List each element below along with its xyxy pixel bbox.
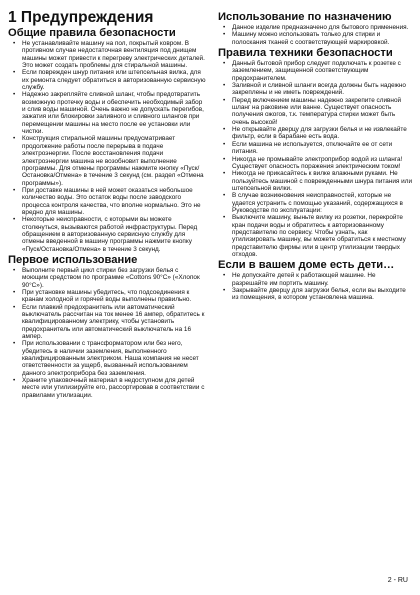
list-item: • Не допускайте детей к работающей машине. Не разрешайте им портить машину.	[218, 272, 412, 287]
list-item: • Данный бытовой прибор следует подключать к розетке с заземлением, защищенной соответствующим предохранителем.	[218, 60, 412, 82]
list-item: • Никогда не прикасайтесь к вилке влажными руками. Не пользуйтесь машиной с поврежденными шнура питания или штепсельной вилки.	[218, 170, 412, 192]
list-item: • Машину можно использовать только для стирки и полоскания тканей с соответствующей маркировкой.	[218, 31, 412, 46]
children-list	[218, 272, 412, 301]
list-item: • Выключите машину, выньте вилку из розетки, перекройте кран подачи воды и обратитесь к авторизованному представителю по сервису. Чтобы узнать, как утилизировать машину, вы можете обратиться к местному представителю фирмы или в центр утилизации твердых отходов.	[218, 214, 412, 258]
page-number: 2 - RU	[387, 577, 408, 584]
list-item: • Надежно закрепляйте сливной шланг, чтобы предотвратить возможную протечку воды и обеспечить необходимый забор и слив воды машиной. Очень важно не допускать перегибов, зажатия или блокировки заливного и сливного шлангов при перемещении машины на место после ее установки или чистки.	[8, 91, 206, 135]
list-item: • Заливной и сливной шланги всегда должны быть надежно закреплены и не иметь повреждений.	[218, 82, 412, 97]
list-item: • Конструкция стиральной машины предусматривает продолжение работы после перерыва в подаче электроэнергии. После восстановления подачи электроэнергии машина не возобновит выполнение программы. Для отмены программы нажмите кнопку «Пуск/Остановка/Отмена» в течение 3 секунд (см. раздел «Отмена программы»).	[8, 135, 206, 186]
list-item: • Не открывайте дверцу для загрузки белья и не извлекайте фильтр, если в барабане есть вода.	[218, 126, 412, 141]
manual-page	[8, 10, 412, 580]
section-heading-general-safety: Общие правила безопасности	[8, 27, 176, 39]
list-item: • Перед включением машины надежно закрепите сливной шланг на раковине или ванне. Существует опасность получения ожогов, т.к. температура стирки может быть очень высокой!	[218, 97, 412, 126]
list-item: • При установке машины убедитесь, что подсоединения к кранам холодной и горячей воды выполнены правильно.	[8, 289, 206, 304]
section-heading-children: Если в вашем доме есть дети…	[218, 259, 395, 272]
general-safety-list	[8, 40, 206, 253]
list-item: • В случае возникновения неисправностей, которые не удается устранить с помощью указаний, содержащихся в Руководстве по эксплуатации:	[218, 192, 412, 214]
list-item: • Никогда не промывайте электроприбор водой из шланга! Существует опасность поражения электрическим током!	[218, 156, 412, 171]
section-heading-safety-rules: Правила техники безопасности	[218, 47, 393, 60]
list-item: • Не устанавливайте машину на пол, покрытый ковром. В противном случае недостаточная вентиляция под днищем машины может привести к перегреву электрических деталей. Это может создать проблемы для стиральной машины.	[8, 40, 206, 69]
list-item: • Храните упаковочный материал в недоступном для детей месте или утилизируйте его, рассортировав в соответствии с правилами утилизации.	[8, 377, 206, 399]
left-column	[8, 10, 206, 399]
list-item: • Выполните первый цикл стирки без загрузки белья с моющим средством по программе «Cottons 90°C» («Хлопок 90°C»).	[8, 267, 206, 289]
chapter-title: 1 Предупреждения	[8, 9, 154, 26]
list-item: • Если поврежден шнур питания или штепсельная вилка, для их ремонта следует обратиться в авторизованную сервисную службу.	[8, 69, 206, 91]
section-heading-intended-use: Использование по назначению	[218, 11, 392, 23]
list-item: • Если машина не используется, отключайте ее от сети питания.	[218, 141, 412, 156]
list-item: • Если плавкий предохранитель или автоматический выключатель рассчитан на ток менее 16 ампер, обратитесь к квалифицированному электрику, чтобы установить предохранитель или автоматический выключатель на 16 ампер.	[8, 304, 206, 341]
safety-rules-list	[218, 60, 412, 258]
list-item: • Закрывайте дверцу для загрузки белья, если вы выходите из помещения, в котором установлена машина.	[218, 287, 412, 302]
right-column	[218, 10, 412, 302]
first-use-list	[8, 267, 206, 399]
list-item: • При использовании с трансформатором или без него, убедитесь в наличии заземления, выполненного квалифицированным электриком. Наша компания не несет ответственности за ущерб, вызванный использованием данного электроприбора без заземления.	[8, 340, 206, 377]
list-item: • Данное изделие предназначено для бытового применения.	[218, 24, 412, 31]
list-item: • Некоторые неисправности, с которыми вы можете столкнуться, вызываются работой инфраструктуры. Перед обращением в авторизованную сервисную службу для отмены введенной в машину программы нажмите кнопку «Пуск/Остановка/Отмена» в течение 3 секунд.	[8, 216, 206, 253]
section-heading-first-use: Первое использование	[8, 253, 138, 266]
list-item: • При доставке машины в ней может оказаться небольшое количество воды. Это остаток воды после заводского процесса контроля качества, что вполне нормально. Это не вредно для машины.	[8, 187, 206, 216]
intended-use-list	[218, 24, 412, 46]
